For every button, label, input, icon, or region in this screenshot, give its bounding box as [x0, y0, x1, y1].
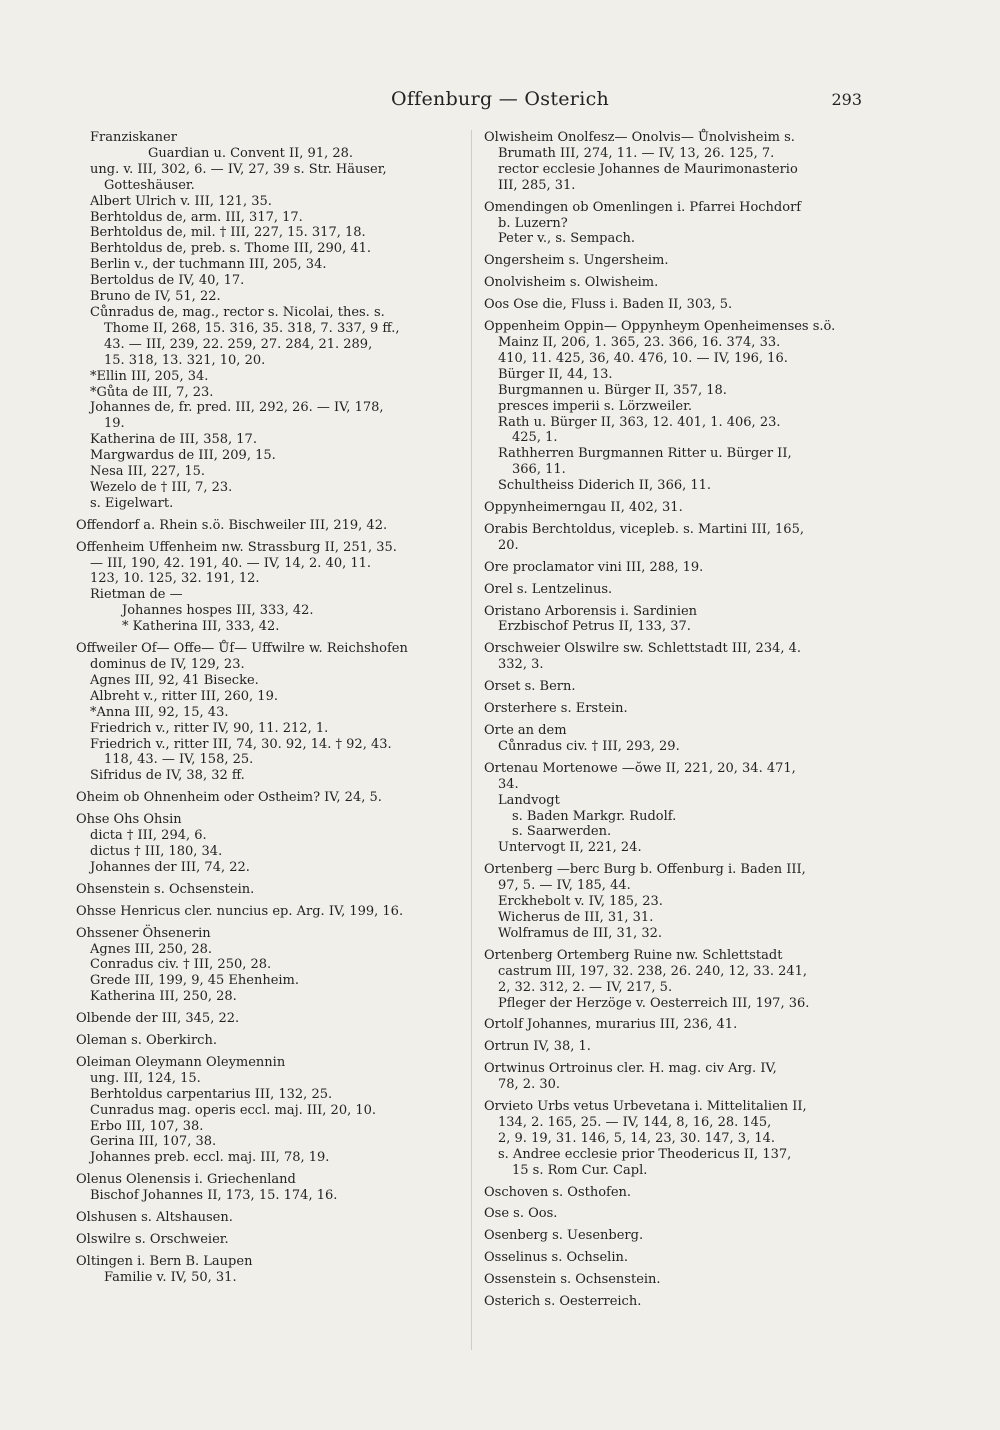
index-subline: Nesa III, 227, 15.	[90, 464, 206, 480]
index-subline: Friedrich v., ritter III, 74, 30. 92, 14. † 92, 43.	[90, 736, 392, 752]
index-subline: Erckhebolt v. IV, 185, 23.	[498, 894, 663, 910]
index-subline: Rietman de —	[90, 587, 183, 603]
index-entry	[76, 1232, 466, 1248]
index-subline: 34.	[498, 776, 519, 792]
index-headword-line: Offenheim Uffenheim nw. Strassburg II, 251, 35.	[76, 539, 397, 555]
index-subline: 332, 3.	[498, 657, 544, 673]
index-subline: 2, 9. 19, 31. 146, 5, 14, 23, 30. 147, 3, 14.	[498, 1130, 776, 1146]
index-subline: 19.	[104, 416, 125, 432]
index-entry	[76, 1210, 466, 1226]
index-subline: Sifridus de IV, 38, 32 ff.	[90, 768, 245, 784]
index-headword-line: Orschweier Olswilre sw. Schlettstadt III, 234, 4.	[484, 641, 802, 657]
index-entry	[484, 560, 876, 576]
index-subline: Berlin v., der tuchmann III, 205, 34.	[90, 257, 327, 273]
index-subline: Agnes III, 250, 28.	[90, 941, 213, 957]
index-headword-line: Ortolf Johannes, murarius III, 236, 41.	[484, 1017, 738, 1033]
index-subline: Wezelo de † III, 7, 23.	[90, 479, 233, 495]
index-headword-line: Oos Ose die, Fluss i. Baden II, 303, 5.	[484, 297, 733, 313]
index-entry	[76, 518, 466, 534]
index-entry	[484, 641, 876, 673]
index-entry	[484, 200, 876, 248]
index-entry	[484, 604, 876, 636]
index-subline: 97, 5. — IV, 185, 44.	[498, 878, 631, 894]
index-subline: castrum III, 197, 32. 238, 26. 240, 12, 33. 241,	[498, 963, 808, 979]
index-subline: s. Saarwerden.	[512, 824, 612, 840]
index-entry	[484, 1017, 876, 1033]
index-subline: 366, 11.	[512, 462, 566, 478]
index-subline: Johannes preb. eccl. maj. III, 78, 19.	[90, 1150, 330, 1166]
index-headword-line: Ortwinus Ortroinus cler. H. mag. civ Arg. IV,	[484, 1061, 777, 1077]
index-subline: Johannes der III, 74, 22.	[90, 859, 250, 875]
index-entry	[484, 1206, 876, 1222]
index-subline: 118, 43. — IV, 158, 25.	[104, 752, 254, 768]
index-subline: rector ecclesie Johannes de Maurimonasterio	[498, 161, 798, 177]
index-subline: Schultheiss Diderich II, 366, 11.	[498, 478, 712, 494]
index-headword-line: Orset s. Bern.	[484, 679, 576, 695]
index-subline: Erbo III, 107, 38.	[90, 1118, 204, 1134]
index-subline: b. Luzern?	[498, 215, 568, 231]
index-subline: Cunradus mag. operis eccl. maj. III, 20, 10.	[90, 1102, 377, 1118]
index-subline: 78, 2. 30.	[498, 1077, 561, 1093]
index-subline: Peter v., s. Sempach.	[498, 231, 636, 247]
index-subline: presces imperii s. Lörzweiler.	[498, 398, 693, 414]
index-entry	[484, 862, 876, 942]
index-subline: 43. — III, 239, 22. 259, 27. 284, 21. 289,	[104, 336, 373, 352]
index-headword-line: Ossenstein s. Ochsenstein.	[484, 1272, 661, 1288]
index-subline: Mainz II, 206, 1. 365, 23. 366, 16. 374, 33.	[498, 334, 781, 350]
index-headword-line: Osselinus s. Ochselin.	[484, 1250, 628, 1266]
index-subline: Untervogt II, 221, 24.	[498, 840, 642, 856]
index-subline: Berhtoldus de, preb. s. Thome III, 290, 41.	[90, 241, 372, 257]
index-headword-line: Ohsse Henricus cler. nuncius ep. Arg. IV, 199, 16.	[76, 903, 404, 919]
index-entry	[76, 540, 466, 635]
index-headword-line: Ongersheim s. Ungersheim.	[484, 253, 669, 269]
index-headword-line: Onolvisheim s. Olwisheim.	[484, 275, 659, 291]
page-title: Offenburg — Osterich	[390, 88, 610, 110]
index-entry	[484, 1250, 876, 1266]
index-headword-line: Omendingen ob Omenlingen i. Pfarrei Hochdorf	[484, 199, 802, 215]
index-subline: Agnes III, 92, 41 Bisecke.	[90, 672, 259, 688]
index-headword-line: Olwisheim Onolfesz— Onolvis— Ůnolvisheim s.	[484, 130, 795, 145]
index-subline: Pfleger der Herzöge v. Oesterreich III, 197, 36.	[498, 995, 810, 1011]
index-headword-line: Olenus Olenensis i. Griechenland	[76, 1172, 296, 1188]
index-entry	[484, 948, 876, 1012]
index-headword-line: Orabis Berchtoldus, vicepleb. s. Martini III, 165,	[484, 521, 804, 537]
index-headword-line: Ortenberg Ortemberg Ruine nw. Schlettstadt	[484, 947, 783, 963]
index-subline: 123, 10. 125, 32. 191, 12.	[90, 571, 260, 587]
index-entry	[76, 812, 466, 876]
index-headword-line: Oheim ob Ohnenheim oder Ostheim? IV, 24, 5.	[76, 790, 382, 806]
index-entry	[484, 522, 876, 554]
index-entry	[484, 275, 876, 291]
index-headword-line: Orel s. Lentzelinus.	[484, 581, 613, 597]
index-entry	[484, 1294, 876, 1310]
index-subline: Albreht v., ritter III, 260, 19.	[90, 688, 278, 704]
index-subline: Rath u. Bürger II, 363, 12. 401, 1. 406, 23.	[498, 414, 781, 430]
index-subline: Rathherren Burgmannen Ritter u. Bürger II,	[498, 446, 792, 462]
index-headword-line: Oltingen i. Bern B. Laupen	[76, 1253, 253, 1269]
index-subline: 15. 318, 13. 321, 10, 20.	[104, 352, 266, 368]
index-headword-line: Oristano Arborensis i. Sardinien	[484, 603, 698, 619]
index-subline: Friedrich v., ritter IV, 90, 11. 212, 1.	[90, 720, 329, 736]
index-subline: Bertoldus de IV, 40, 17.	[90, 273, 245, 289]
index-entry	[484, 701, 876, 717]
index-headword-line: Orsterhere s. Erstein.	[484, 701, 628, 717]
index-headword-line: Oppynheimerngau II, 402, 31.	[484, 500, 683, 516]
index-subline: Erzbischof Petrus II, 133, 37.	[498, 619, 691, 635]
index-subline: Katherina de III, 358, 17.	[90, 432, 257, 448]
index-entry	[76, 1011, 466, 1027]
index-entry	[484, 500, 876, 516]
index-subline: Berhtoldus de, arm. III, 317, 17.	[90, 209, 303, 225]
index-headword-line: Ohssener Öhsenerin	[76, 925, 211, 941]
index-subline: Conradus civ. † III, 250, 28.	[90, 957, 272, 973]
index-subline: Johannes hospes III, 333, 42.	[122, 603, 314, 619]
index-headword-line: Ortrun IV, 38, 1.	[484, 1039, 591, 1055]
index-subline: 425, 1.	[512, 430, 558, 446]
index-subline: 134, 2. 165, 25. — IV, 144, 8, 16, 28. 145,	[498, 1114, 772, 1130]
index-entry	[76, 790, 466, 806]
index-headword-line: Oleman s. Oberkirch.	[76, 1033, 217, 1049]
index-subline: Margwardus de III, 209, 15.	[90, 448, 276, 464]
index-headword-line: Ortenau Mortenowe —ŏwe II, 221, 20, 34. 471,	[484, 760, 796, 776]
index-subline: Burgmannen u. Bürger II, 357, 18.	[498, 382, 727, 398]
index-subline: Thome II, 268, 15. 316, 35. 318, 7. 337, 9 ff.,	[104, 320, 400, 336]
index-headword-line: Olbende der III, 345, 22.	[76, 1011, 240, 1027]
index-subline: ung. v. III, 302, 6. — IV, 27, 39 s. Str. Häuser,	[90, 161, 387, 177]
index-entry	[484, 582, 876, 598]
index-entry	[484, 679, 876, 695]
index-subline: III, 285, 31.	[498, 177, 576, 193]
index-headword-line: Osenberg s. Uesenberg.	[484, 1228, 644, 1244]
index-entry	[484, 723, 876, 755]
index-entry	[484, 1272, 876, 1288]
column-divider	[471, 130, 472, 1350]
index-entry	[76, 641, 466, 784]
index-headword-line: Oleiman Oleymann Oleymennin	[76, 1054, 286, 1070]
index-subline: Cůnradus civ. † III, 293, 29.	[498, 738, 680, 754]
index-subline: s. Andree ecclesie prior Theodericus II, 137,	[498, 1146, 792, 1162]
index-subline: *Ellin III, 205, 34.	[90, 368, 209, 384]
right-column	[484, 130, 876, 1316]
index-headword-line: Oppenheim Oppin— Oppynheym Openheimenses s.ö.	[484, 319, 836, 335]
index-subline: Johannes de, fr. pred. III, 292, 26. — IV, 178,	[90, 400, 384, 416]
index-entry	[76, 1055, 466, 1166]
index-headword-line: Orte an dem	[484, 723, 567, 738]
index-headword-line: Osterich s. Oesterreich.	[484, 1294, 642, 1310]
index-headword-line: Orvieto Urbs vetus Urbevetana i. Mittelitalien II,	[484, 1099, 807, 1115]
index-subline: Berhtoldus carpentarius III, 132, 25.	[90, 1086, 333, 1102]
index-headword-line: Franziskaner	[90, 130, 177, 145]
index-entry	[484, 297, 876, 313]
index-entry	[484, 253, 876, 269]
index-subline: Berhtoldus de, mil. † III, 227, 15. 317, 18.	[90, 225, 366, 241]
page-number: 293	[831, 90, 862, 109]
index-subline: dictus † III, 180, 34.	[90, 843, 223, 859]
index-subline: Grede III, 199, 9, 45 Ehenheim.	[90, 973, 300, 989]
index-subline: Brumath III, 274, 11. — IV, 13, 26. 125, 7.	[498, 145, 775, 161]
index-entry	[76, 882, 466, 898]
index-entry	[76, 1254, 466, 1286]
index-subline: Gerina III, 107, 38.	[90, 1134, 217, 1150]
index-headword-line: Offweiler Of— Offe— Ůf— Uffwilre w. Reichshofen	[76, 641, 408, 657]
index-subline: s. Baden Markgr. Rudolf.	[512, 808, 677, 824]
index-entry	[484, 130, 876, 194]
index-subline: dominus de IV, 129, 23.	[90, 657, 245, 672]
index-subline: Albert Ulrich v. III, 121, 35.	[90, 193, 272, 209]
index-headword-line: Ose s. Oos.	[484, 1206, 558, 1222]
index-headword-line: Olswilre s. Orschweier.	[76, 1232, 229, 1247]
index-headword-line: Ore proclamator vini III, 288, 19.	[484, 559, 704, 575]
index-entry	[76, 904, 466, 920]
index-subline: s. Eigelwart.	[90, 495, 174, 511]
index-headword-line: Ohse Ohs Ohsin	[76, 812, 182, 828]
index-subline: Landvogt	[498, 792, 560, 808]
index-headword-line: Olshusen s. Altshausen.	[76, 1210, 233, 1226]
index-headword-line: Ortenberg —berc Burg b. Offenburg i. Baden III,	[484, 862, 806, 878]
index-subline: Gotteshäuser.	[104, 177, 195, 193]
index-subline: ung. III, 124, 15.	[90, 1070, 201, 1086]
index-subline: 2, 32. 312, 2. — IV, 217, 5.	[498, 979, 673, 995]
index-subline: *Gůta de III, 7, 23.	[90, 384, 214, 400]
index-entry	[76, 926, 466, 1006]
index-subline: 15 s. Rom Cur. Capl.	[512, 1162, 648, 1178]
index-subline: 20.	[498, 537, 519, 553]
index-subline: Bischof Johannes II, 173, 15. 174, 16.	[90, 1188, 338, 1204]
index-subline: dicta † III, 294, 6.	[90, 828, 207, 844]
index-subline: — III, 190, 42. 191, 40. — IV, 14, 2. 40, 11.	[90, 555, 372, 571]
index-entry	[76, 1033, 466, 1049]
index-entry	[76, 1172, 466, 1204]
index-subline: *Anna III, 92, 15, 43.	[90, 704, 229, 720]
index-headword-line: Ohsenstein s. Ochsenstein.	[76, 881, 255, 897]
index-entry	[484, 319, 876, 494]
index-subline: Familie v. IV, 50, 31.	[104, 1269, 237, 1285]
index-subline: Cůnradus de, mag., rector s. Nicolai, thes. s.	[90, 304, 385, 320]
index-entry	[484, 1099, 876, 1179]
index-entry	[484, 1061, 876, 1093]
index-subline: Wolframus de III, 31, 32.	[498, 925, 663, 941]
index-subline: Katherina III, 250, 28.	[90, 989, 237, 1005]
index-entry	[484, 1039, 876, 1055]
left-column	[76, 130, 466, 1292]
index-subline: * Katherina III, 333, 42.	[122, 619, 280, 635]
index-entry	[484, 1185, 876, 1201]
index-entry	[484, 761, 876, 856]
index-subline: Wicherus de III, 31, 31.	[498, 909, 654, 925]
index-entry	[76, 130, 466, 512]
index-subline: Bürger II, 44, 13.	[498, 366, 613, 382]
index-headword-line: Offendorf a. Rhein s.ö. Bischweiler III, 219, 42.	[76, 517, 388, 533]
index-entry	[484, 1228, 876, 1244]
index-subline: Bruno de IV, 51, 22.	[90, 289, 221, 305]
index-headword-line: Oschoven s. Osthofen.	[484, 1184, 632, 1200]
index-subline: Guardian u. Convent II, 91, 28.	[148, 145, 354, 161]
index-subline: 410, 11. 425, 36, 40. 476, 10. — IV, 196, 16.	[498, 350, 788, 366]
